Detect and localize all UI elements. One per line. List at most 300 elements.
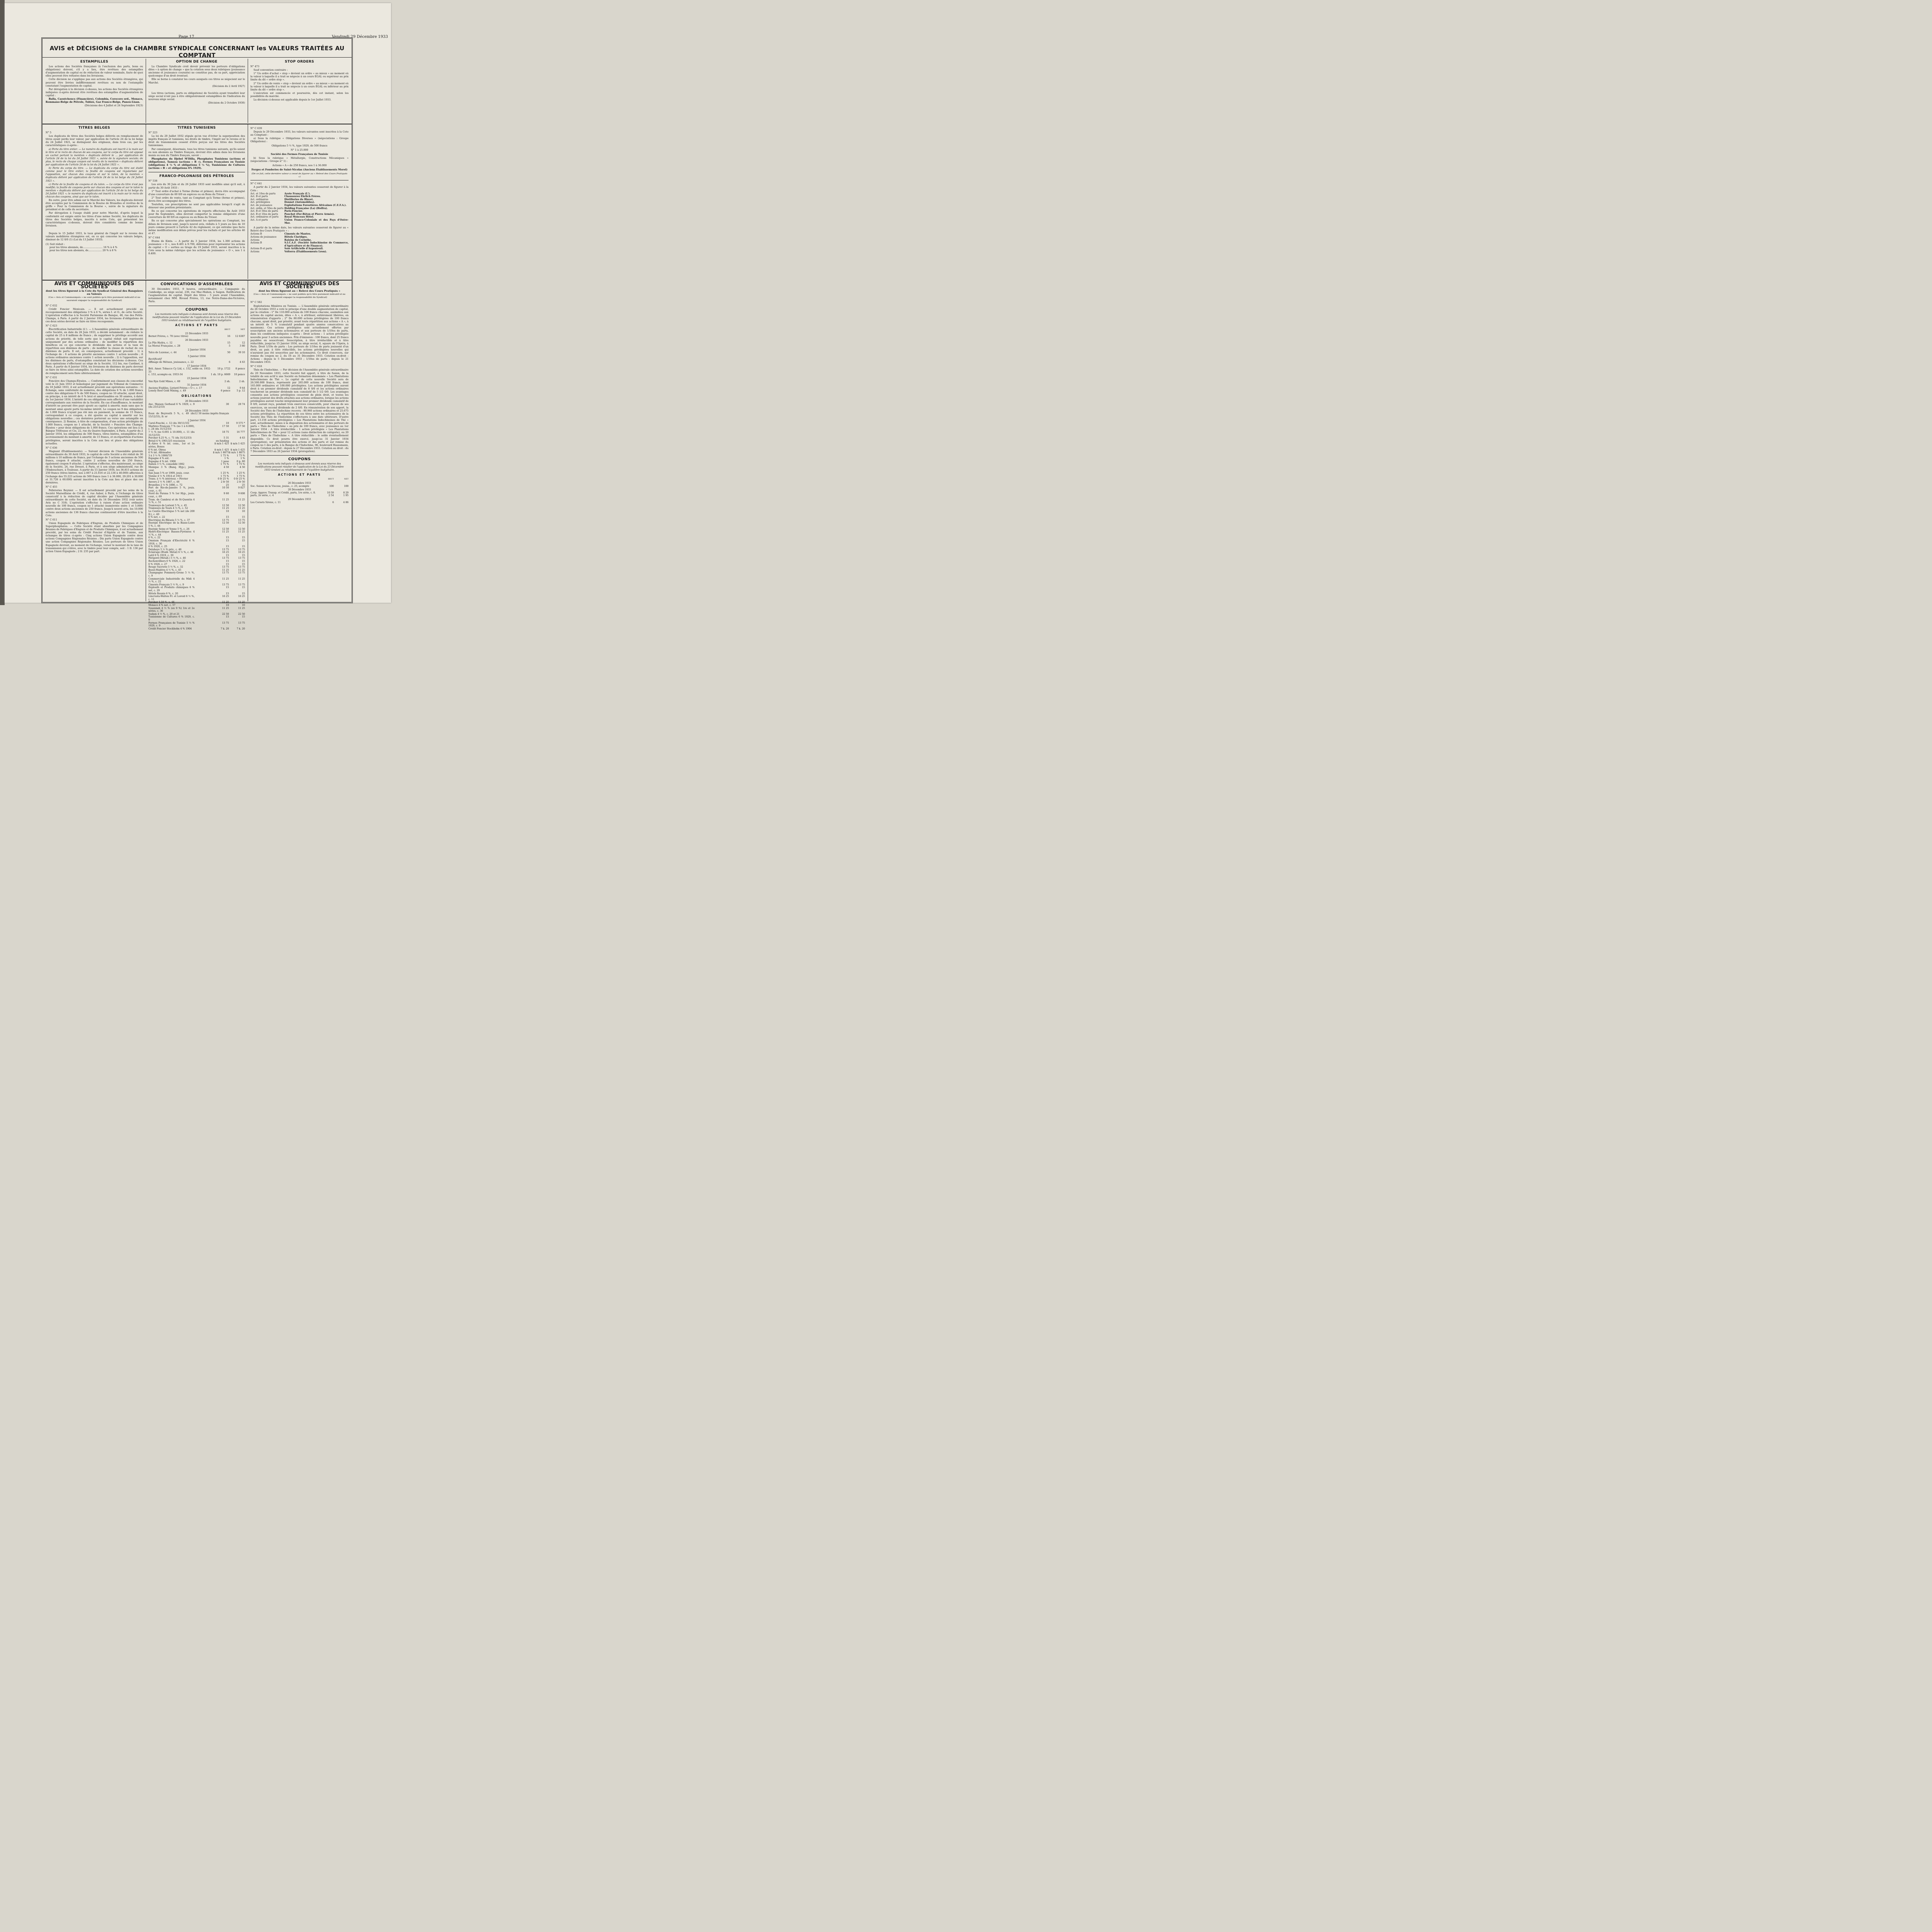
coupon-brut: 6	[332, 501, 334, 504]
date-row	[148, 399, 245, 403]
coupons-table	[250, 478, 349, 504]
coupon-brut: 10 59	[327, 491, 334, 494]
security-line: N° 1 à 25.000	[291, 148, 308, 151]
paragraph: Cette décision ne s'applique pas aux actions des Sociétés étrangères, qui peuvent être livrées indifféremment revêtues ou non de l'estampille constatant l'augmentation de capital.	[46, 78, 143, 87]
coupon-brut: 15	[226, 616, 229, 619]
coupon-name: Italien 3 ½ %, consolidé 1902	[148, 463, 185, 466]
coupon-name: Lincrusta-Walton Fr. et Loreid 6 ½ %, c. 11	[148, 595, 195, 601]
avis-right-note: (Ces « Avis et Communiqués » ne sont publiés qu'à titre purement indicatif et ne sauraient engager la responsabilité du Syndicat)	[253, 293, 345, 299]
paragraph: Toutefois, ces prescriptions ne sont pas applicables lorsqu'il s'agit de dénouer une position préexistante.	[148, 202, 245, 209]
coupon-net: 1 25 %	[236, 472, 245, 475]
footnote: (1) Soit réduit :	[46, 243, 65, 246]
convocations-title: CONVOCATIONS D'ASSEMBLÉES	[160, 282, 233, 286]
coupon-net: 1 75 %	[236, 474, 245, 478]
column-header-brut: BRUT	[224, 328, 230, 331]
notice-body: Union Espagnole de Fabriques d'Engrais, de Produits Chimiques et de Superphosphates. — Cette Société étant absorbée par les Compagnies Réunies de Fabriques d'Engrais et de Produits Chimiques, il est actuellement procédé, par les soins du Crédit Foncier d'Algérie et de Tunisie, aux échanges de titres ci-après : Cinq actions Union Espagnole contre deux actions Compagnies Régionales Réunies ; Dix parts Union Espagnole contre une action Compagnies Régionales Réunies. Les porteurs de titres Union Espagnole devront, au moment de l'échange, verser le montant de la taxe de transmission qui s'élève, avec le timbre pour leur compte, soit : 1 fr. 136 par action Union Espagnole ; 2 fr. 235 par part.	[46, 521, 143, 553]
coupon-net: $ m/n 1 425	[230, 448, 245, 451]
coupon-net: 11 25	[238, 531, 245, 534]
coupon-name: La Morue Française, c. 28	[148, 345, 180, 347]
coupon-brut: 11 25	[222, 601, 229, 604]
coupon-name: Lonely Reef Gold Mining, c. 49	[148, 389, 186, 393]
security-type: Act. ordin. et 50es de parts	[250, 207, 284, 210]
coupon-row	[148, 486, 245, 492]
coupon-net: 25	[242, 483, 245, 486]
coupon-net: 1 75 %	[236, 463, 245, 466]
coupon-name: Anc. Maison Gerbaud 6 % 1929, c. 9 (du 25/12/33)	[148, 403, 195, 409]
coupon-brut: $ m/n 1 425	[214, 442, 229, 446]
coupon-net: $ m/n 1 8875	[229, 451, 245, 454]
paragraph: 2° Tout ordre de vente, tant au Comptant qu'à Terme (ferme et primes), devra être accompagné des titres.	[148, 196, 245, 202]
coupon-name: Sudam 4 ½ %, c. 20 et 21	[148, 612, 180, 616]
coupon-brut: 15	[226, 516, 229, 519]
coupon-net: 4 86	[343, 501, 349, 504]
coupons-right-title: COUPONS	[288, 457, 311, 461]
coupon-name: Coop. Approv. Transp. et Crédit, parts, 1re série, c. 8.	[250, 491, 316, 494]
coupon-row	[148, 449, 245, 452]
notice-body: Foncière des Champs-Élysées. — Conformément aux clauses du concordat voté le 21 Juin 1933 et homologué par jugement du Tribunal de Commerce du 18 Juillet 1933, il est actuellement procédé aux opérations suivantes : 1) Échange, sans conformité de numéros, des obligations 6 % de 1.000 francs contre des obligations 6 % de 500 francs, coupon no 10 attaché, ayant droit, en principe, à un intérêt de 6 % brut et amortissables en 30 années, à dater du 1er Janvier 1934. L'intérêt de ces obligations sera affecté d'une variabilité correspondante aux rentrées de la Société. En cas d'insuffisance, le montant d'intérêt ne pouvant être payé ajouté au capital à amortir, mais sans que le montant ainsi ajouté porte lui-même intérêt. Le coupon no 9 des obligations de 1.000 francs n'ayant pas été mis en paiement, la somme de 15 francs, correspondant à ce coupon, a été ajoutée au capital à amortir sur les obligations nouvelles ; ces dernières porteront au verso une estampille en conséquence. 2) Remise, à titre de compensation, d'une action privilégiée de 1.000 francs, coupon no 1 attaché, de la Société « Foncière des Champs-Élysées » pour deux obligations de 1.000 francs. Ces opérations ont lieu à la Banque Tréfousse et Cie, 22, rue du Quatre-Septembre, à Paris. A partir du 2 Janvier 1934, les obligations de 500 francs, titres bistres, estampillées d'un accroissement du montant à amortir, de 15 francs, et ex-répartition d'actions privilégiées, seront inscrites à la Cote aux lieu et place des obligations actuelles.	[46, 379, 143, 445]
coupon-name: La Pile Hydra, c. 12	[148, 342, 173, 345]
company-name: Ciments de Mantes.	[284, 233, 311, 236]
coupon-brut: 5 31	[223, 437, 229, 440]
coupon-row	[148, 478, 245, 481]
coupon-row	[148, 358, 245, 361]
coupon-net: 15	[242, 539, 245, 542]
coupon-row	[250, 492, 349, 495]
coupon-net: 10	[242, 604, 245, 607]
coupon-row	[148, 601, 245, 604]
coupon-name: Tram. de Cambrai et de St-Quentin 4 ½ %, c. 51	[148, 498, 195, 504]
coupon-brut: 2 fr 50	[221, 481, 229, 484]
page-date: Vendredi 29 Décembre 1933	[332, 35, 388, 39]
coupon-net: 100	[344, 485, 349, 488]
security-type: Act. B et parts	[250, 195, 268, 198]
table-row	[250, 198, 349, 201]
company-name: Exploitations Forestières Africaines (C.E.F.A.).	[284, 204, 347, 207]
coupon-brut: 10	[226, 510, 229, 513]
reference-number: N° C 632	[46, 304, 57, 307]
paragraph: Par conséquent, désormais, tous les titres tunisiens suivants, qu'ils soient ou non abonnés au Timbre français, devront être admis dans les livraisons munis ou non du Timbre français, savoir :	[148, 147, 245, 157]
coupon-net: 22 50	[238, 612, 245, 616]
coupon-net: 13 75	[238, 548, 245, 551]
coupon-name: Monaco 4 % net, c. 57	[148, 604, 175, 607]
coupon-net: 11 25	[238, 601, 245, 604]
coupon-net: 11 25	[238, 607, 245, 610]
coupon-row	[148, 342, 245, 345]
coupon-net: 28 74	[238, 403, 245, 406]
security-type: Act. de jouissance	[250, 204, 272, 207]
coupon-brut: 11 25	[222, 607, 229, 610]
table-header-row	[250, 478, 349, 481]
coupon-brut: 1 peso	[221, 460, 229, 463]
coupon-net: 15	[242, 563, 245, 566]
coupon-name: Omnium Français d'Electricité 6 % 1918, c. 36	[148, 539, 195, 545]
coupon-brut: 11 25	[222, 531, 229, 534]
coupon-row	[148, 516, 245, 519]
paragraph: c) Perte de la feuille de coupons et du talon. — Le corps du titre n'est pas modifié; la feuille de coupons porte sur chacun des coupons et sur le talon la mention « duplicata délivré par application de l'article 24 de la loi belge du 24 Juillet 1921 »; le numéro du duplicata est inscrit à la main sur le recto de chacun des coupons, ainsi que sur le talon.	[46, 182, 143, 198]
coupon-net: 15	[242, 616, 245, 619]
table-row	[250, 233, 349, 236]
coupon-brut: 10	[226, 422, 229, 425]
coupon-row	[148, 457, 245, 460]
coupon-name: Marbres Français 7 % (no 1 à 6.000), c. 24 (du 31/12/33)	[148, 425, 195, 431]
coupon-row	[148, 335, 245, 338]
paragraph: 30 Décembre 1933, 9 heures, extraordinaire. — Compagnie du Cambodge, au siège social, 236, rue Mac-Mahon, à Saigon. Ratification de l'augmentation de capital. Dépôt des titres : 5 jours avant l'Assemblée, notamment chez MM. Rivaud Frères, 13, rue Notre-Dame-des-Victoires, Paris.	[148, 287, 245, 303]
coupon-brut: 1 75 %	[220, 463, 229, 466]
coupon-row	[148, 522, 245, 527]
coupon-row	[250, 494, 349, 497]
coupon-name: Champagne Pommery-Greno 5 ½ %, c. 9	[148, 571, 195, 578]
coupon-name: 6 % 1920, c. 25	[148, 545, 167, 548]
coupon-brut: 2 54	[328, 494, 334, 497]
coupon-row	[148, 463, 245, 466]
paragraph: Balla, Caoutchoucs (Financière), Colombia, Corocoro ord., Monaco, Rommano-Belge de Pétrole, Tubize, Gaz Franco-Belge, Panou-Lisan.	[46, 97, 143, 104]
stop-orders-section	[250, 60, 349, 121]
coupon-net: 11 25	[238, 498, 245, 501]
reference-number: N° C 618	[250, 365, 262, 368]
coupon-brut: 12 50	[222, 527, 229, 531]
option-title: OPTION DE CHANGE	[176, 60, 218, 64]
table-row	[250, 195, 349, 198]
coupon-row	[148, 560, 245, 563]
coupon-row	[148, 507, 245, 510]
header-spacer	[148, 328, 211, 332]
coupon-row	[148, 604, 245, 607]
reference-number: N° C 582	[250, 301, 262, 304]
paragraph: La loi du 20 Juillet 1932 stipule qu'en vue d'éviter la superposition des impôts français et tunisiens, les droits de timbre, l'impôt sur le revenu et le droit de transmission cessent d'être perçus sur les titres des Sociétés tunisiennes.	[148, 134, 245, 147]
coupon-name: Les Corsets Sirene, c. 11	[250, 501, 281, 504]
coupon-net: 9 575 *	[236, 422, 245, 425]
reference-number: N° C 623	[46, 324, 57, 328]
date-row	[250, 488, 349, 492]
coupon-name: Explosifs et Produits chimiques 6 % net, c. 29	[148, 586, 195, 592]
coupon-row	[148, 492, 245, 498]
footnote-line: pour les titres abonnés, de......................... 16 % à 4 %	[49, 246, 117, 249]
coupon-date: 31 Janvier 1934	[187, 384, 206, 387]
coupon-brut: 10 p. 1722	[217, 367, 230, 371]
coupon-row	[148, 472, 245, 475]
coupon-row	[148, 628, 245, 631]
coupon-name: Bernot Frères, c. 78 (avec titres)	[148, 335, 189, 338]
coupon-row	[148, 622, 245, 628]
reference-number: N° 223	[148, 131, 158, 134]
table-row	[250, 204, 349, 207]
coupon-name: San Juan 5 % or 1909, jouis. cour.	[148, 472, 190, 475]
coupon-name: Porcher 4,50 %, c. 46	[148, 601, 175, 604]
date-row	[148, 332, 245, 335]
coupon-brut: 12 50	[222, 504, 229, 507]
coupon-brut: en funding	[216, 439, 229, 442]
coupon-brut: 100	[329, 485, 334, 488]
coupon-name: Susannah 4 ½ % (ex 9 %) 1re et 2e séries, c. 36	[148, 607, 195, 613]
company-name: Distilleries du Blavet.	[284, 198, 314, 201]
coupon-row	[148, 412, 245, 418]
coupon-name: Vienne 4 ½ % 1914 et 1915	[148, 474, 182, 478]
security-type: Actions B	[250, 242, 262, 245]
coupon-name: 6 % net, c. 22	[148, 516, 165, 519]
coupon-row	[148, 578, 245, 583]
paragraph: a) Perte du titre entier. — Le numéro du duplicata est inscrit à la main sur le titre et le recto de chacun de ses coupons, sur le corps du titre est apposé un cachet portant la mention « duplicata délivré le ... par application de l'article 24 de la loi du 24 Juillet 1921 », suivie de la signature sociale; de plus, le recto de chaque coupon est revêtu de la mention « duplicata délivré par application de l'article 24 de la loi du 24 Juillet 1921 ».	[46, 147, 143, 167]
paragraph: A partir du 2 Janvier 1934, les valeurs suivantes cesseront de figurer à la Cote :	[250, 185, 349, 192]
titres-belges-title: TITRES BELGES	[78, 126, 111, 130]
security-type: Act. ordinaires et parts	[250, 216, 279, 219]
decision-date: (Décision du 2 Avril 1927)	[212, 84, 245, 88]
coupon-brut: $ m/n 1 8875	[213, 451, 229, 454]
table-row	[250, 242, 349, 247]
coupon-date: 2 Janvier 1934	[188, 348, 206, 351]
coupon-date: 28 Décembre 1933	[288, 488, 311, 492]
titres-tunisiens-title: TITRES TUNISIENS	[177, 126, 216, 130]
company-name: Raisins de Corinthe.	[284, 238, 312, 242]
coupon-row	[148, 595, 245, 601]
security-type: Act. A et parts	[250, 218, 268, 221]
coupon-row	[148, 583, 245, 587]
coupon-net	[229, 440, 245, 443]
coupon-row	[148, 403, 245, 409]
paragraph: Les titres (actions, parts ou obligations) de Sociétés ayant transféré leur siège social n'ont pas à être obligatoirement estampillées de l'indication du nouveau siège social.	[148, 91, 245, 101]
company-name: Volterra (Établissements Léon).	[284, 250, 327, 253]
coupon-date: 28 Décembre 1933	[185, 409, 208, 412]
paragraph: L'exécution est commencée et poursuivie, dès cet instant, selon les possibilités du marché.	[250, 91, 349, 98]
coupon-name: Tramways de Tours 4 ½ %, c. 52	[148, 507, 188, 510]
coupon-net: 12 50	[238, 522, 245, 525]
company-name: Holding Française (La) (Holfra).	[284, 207, 328, 210]
coupon-name: Le Centre Electrique 5 % net (de 200 fr.), c. 40	[148, 510, 195, 516]
coupon-brut: 16	[227, 335, 230, 338]
coupon-brut: 6	[229, 361, 230, 364]
security-line: Obligations 5 ½ %, type 1929, de 500 francs	[271, 144, 328, 148]
coupon-row	[250, 501, 349, 504]
coupon-row	[148, 437, 245, 440]
coupon-row	[148, 551, 245, 554]
coupon-row	[148, 592, 245, 595]
coupon-name: 6 %, c. 22	[148, 536, 160, 539]
paragraph: 1° Un ordre d'achat « stop » devient un ordre « au mieux » au moment où la valeur à laquelle il a trait se négocie à un cours ÉGAL ou supérieur au prix limite du dit « ordre stop ».	[250, 72, 349, 82]
coupon-brut: 17 50	[222, 425, 229, 428]
coupon-name: Commerciale Industrielle du Midi 4 ½ %, c. 22	[148, 577, 195, 583]
coupon-net: 10	[242, 510, 245, 513]
paragraph: a) Sous la rubrique « Obligations Diverses » (négociations : Groupe Obligations) :	[250, 137, 349, 143]
coupon-name: Eaux de Beyrouth 5 %, c. 49 (du 15/12/33), fr. or	[148, 412, 195, 418]
coupon-date: 23 Décembre 1933	[185, 332, 208, 335]
coupon-brut: 15	[226, 539, 229, 542]
date-row	[148, 383, 245, 387]
avis-left-subtitle: dont les titres figurent à la Cote du Syndicat Général des Banquiers en Valeurs	[46, 289, 143, 296]
company-name: Paris-Foncier.	[284, 210, 303, 213]
coupon-row	[148, 387, 245, 390]
coupon-net: 0 p. 80	[236, 460, 245, 463]
book-binding	[0, 0, 5, 605]
reference-number: N° 473	[250, 65, 260, 68]
coupon-net: 5 p. 12	[236, 389, 245, 393]
avis-list	[250, 301, 349, 453]
avis-right-section	[250, 282, 349, 600]
coupon-row	[148, 422, 245, 425]
table-row	[250, 201, 349, 204]
paragraph: 2° Un ordre de vente « stop » devient un ordre « au mieux » au moment où la valeur à laquelle il a trait se négocie à un cours ÉGAL ou inférieur au prix limite du dit « ordre stop ».	[250, 82, 349, 91]
company-name: Union Franco-Coloniale et des Pays d'Outre-Mer.	[284, 218, 349, 224]
coupon-brut: 10 50	[222, 486, 229, 490]
security-type: Act. privilégiées	[250, 201, 270, 204]
coupon-net: 8 pence	[235, 367, 245, 371]
coupon-net: 13 75	[238, 571, 245, 575]
section-heading: OBLIGATIONS	[181, 394, 212, 398]
column-header-net: NET	[344, 478, 349, 481]
coupon-name: Trans. à ½ % intérieur, « Février	[148, 478, 188, 481]
coupon-row	[250, 485, 349, 488]
coupon-name: Espagne 4 % int. 1908	[148, 460, 176, 463]
header-spacer	[250, 478, 319, 481]
coupon-net: 2 fr 50	[237, 481, 245, 484]
coupon-net: 2 sh.	[239, 380, 245, 383]
coupon-net: 13 75	[238, 519, 245, 522]
date-row	[250, 497, 349, 501]
coupon-row	[148, 345, 245, 348]
coupon-brut: 13 75	[222, 571, 229, 575]
coupon-row	[148, 389, 245, 393]
paragraph: Elle se borne à constater les cours auxquels ces titres se négocient sur le Marché.	[148, 78, 245, 84]
table-row	[250, 207, 349, 210]
coupon-name: Delahaye 5 ½ % priv., c. 46	[148, 548, 182, 551]
stop-orders-title: STOP ORDERS	[284, 60, 314, 64]
coupon-brut: 30	[226, 403, 229, 406]
coupon-net: 13 75	[238, 621, 245, 624]
coupon-row	[148, 510, 245, 516]
coupon-brut: 11 25	[222, 507, 229, 510]
coupon-net: 11 25	[238, 568, 245, 571]
coupon-name: 7 ½ % (no 6.001 à 10.000), c. 11 (du 31/12/33)	[148, 430, 195, 437]
reference-number: N° C 639	[250, 127, 262, 130]
coupon-brut: 15	[227, 342, 230, 345]
avis-right-title: AVIS ET COMMUNIQUÉS DES SOCIÉTÉS	[259, 281, 340, 290]
coupon-brut: 15	[226, 545, 229, 548]
paragraph: b) Perte du corps du titre. — Le duplicata du corps du titre est établi comme pour le titre entier; la feuille de coupons est régularisée par l'apposition, sur chacun des coupons et sur le talon, de la mention « duplicata délivré par application de l'article 24 de la loi belge du 24 Juillet 1921 ».	[46, 167, 143, 182]
coupon-row	[148, 442, 245, 448]
coupon-name: Port de Rio-de-Janeiro 5 %, jouis. cour., c. 61	[148, 486, 195, 492]
paragraph: La Chambre Syndicale croit devoir prévenir les porteurs d'obligations dites « à option de change » que la cotation sous deux rubriques (jouissance ancienne et jouissance courante) ne constitue pas, de sa part, appréciation quelconque d'un droit éventuel.	[148, 65, 245, 78]
coupon-name: Energie Seine et Yonne 5 %, c. 26	[148, 527, 190, 531]
coupon-brut: 13 75	[222, 557, 229, 560]
paragraph: En ce qui concerne les opérations de reports effectuées fin Août 1933 pour fin Septembre, elles devront comporter la remise obligatoire d'une couverture de 60 0/0 en espèces ou en Bons du Trésor.	[148, 209, 245, 219]
date-row	[148, 409, 245, 413]
coupon-name: Van Ryn Gold Mines, c. 60	[148, 380, 180, 383]
coupon-name: Hôtels Reunis 6 %, c. 20	[148, 592, 178, 595]
security-type: Actions	[250, 238, 260, 242]
coupon-net: 15	[242, 586, 245, 589]
coupon-row	[148, 451, 245, 454]
notice-body: Pelleteries Reynier. — Il est actuellement procédé par les soins de la Société Marseillaise de Crédit, 4, rue Auber, à Paris, à l'échange de titres consécutif à la réduction de capital décidée par l'Assemblée générale extraordinaire de cette Société, en date du 14 Décembre 1932 (voir notre Avis no C 318). L'opération s'effectue à raison d'une action ordinaire nouvelle de 100 francs, coupon no 1 attaché (numérotée entre 1 et 5.000) contre deux actions anciennes de 250 francs. Jusqu'à nouvel avis, les 10.000 actions anciennes de 136 francs chacune continueront d'être inscrites à la Cote.	[46, 488, 143, 517]
coupon-date: 26 Décembre 1933	[185, 338, 208, 342]
coupon-row	[148, 586, 245, 592]
security-type: Actions B	[250, 233, 262, 236]
coupon-date: 17 Janvier 1934	[187, 364, 206, 367]
coupon-brut: 10	[226, 604, 229, 607]
avis-left-note: (Ces « Avis et Communiqués » ne sont publiés qu'à titre purement indicatif et ne sauraient engager la responsabilité du Syndicat)	[48, 296, 140, 302]
company-name: Forges et Fonderies de Saint-Nicolas (Anciens Établissements Morel)	[251, 168, 348, 172]
coupon-date: 5 Janvier 1934	[188, 355, 206, 358]
coupon-row	[148, 498, 245, 504]
notice-body: Exploitations Minières en Tunisie. — L'Assemblée générale extraordinaire du 26 Octobre 1933 a voté le principe d'une double augmentation de capital, par la création : 1° De 110.000 actions de 100 francs chacune, assimilées aux actions du capital ancien, dites « A », à attribuer, entièrement libérées, en rémunération d'apports ; 2° De 80.000 actions privilégiées de 100 francs chacune, ayant droit, par priorité, avant toute répartition aux actions « A », à un intérêt de 5 % (cumulatif pendant quatre années consécutives au maximum). Ces actions privilégiées sont actuellement offertes par souscription aux anciens actionnaires et aux porteurs de 1/10es de parts, dans les conditions indiquées ci-après : Droit actions : 1 action privilégiée nouvelle pour 3 action anciennes. Prix d'émission : 100 francs, dont 25 francs payables en souscrivant. Souscription, à titre irréductible et à titre réductible, jusqu'au 15 Janvier 1934, au siège social, 6, square de l'Opéra, à Paris. Droit 1/10e de parts : Les porteurs de 1/10es de parts jouissent d'un droit, au pair, à titre réductible, les actions privilégiées nouvelles qui n'auraient pas été souscrites par les actionnaires. Ce droit s'exercera, sur remise du coupon no 2, du 16 au 31 Décembre 1933. Cotation ex-droit : Actions : depuis le 5 Décembre 1933 ; 1/10es de parts : depuis le 21 Décembre 1933.	[250, 304, 349, 364]
coupon-brut: 50	[227, 351, 230, 354]
coupon-name: Nord du Parana 5 % 1er Hyp., jouis. cour., c. 69	[148, 492, 195, 498]
coupon-net: 39 10	[238, 351, 245, 354]
coupon-name: Carel-Fouché, c. 12 (du 30/11/33)	[148, 422, 189, 425]
coupon-net: 9 827	[238, 486, 245, 490]
company-name: Azote Français (L').	[284, 192, 311, 195]
coupon-row	[148, 504, 245, 507]
paragraph: En ce qui concerne plus spécialement les opérations au Comptant, les délais de livraison sont, jusqu'à nouvel avis, réduits à 5 jours au lieu de 10 jours comme prescrit à l'article 42 du règlement, ce qui entraîne ipso facto même modification aux délais prévus pour les rachats et par les articles 46 et 47.	[148, 219, 245, 235]
titres-belges-section	[46, 126, 143, 278]
coupon-net: 1 95	[343, 494, 349, 497]
coupon-name: Ciments Français 5 ½ %, c. 9	[148, 583, 184, 586]
coupon-brut: 15	[226, 586, 229, 589]
coupon-brut: 15	[226, 536, 229, 539]
decision-date: (Décision du 2 Octobre 1930)	[208, 101, 245, 105]
coupon-row	[148, 528, 245, 531]
coupon-row	[148, 351, 245, 354]
coupon-name: Bruxelles 2 ½ % 1886, c. 72	[148, 483, 183, 486]
coupon-net: 4 63	[240, 437, 245, 440]
coupon-net: 9 608	[238, 492, 245, 495]
coupon-brut: 13 75	[222, 583, 229, 586]
coupon-row	[148, 613, 245, 616]
coupon-brut: 16 25	[222, 595, 229, 598]
coupon-row	[148, 475, 245, 478]
delisting-table	[250, 192, 349, 225]
coupon-brut: 1 sh. 10 p. 6669	[211, 373, 230, 376]
estampilles-section	[46, 60, 143, 121]
coupon-brut: 18 75	[222, 430, 229, 434]
coupon-net: 12 6387	[235, 335, 245, 338]
paragraph: Sauf convention contraire :	[253, 68, 288, 72]
avis-left-section	[46, 282, 143, 600]
reference-number: N° 538	[148, 179, 158, 183]
delisting-table	[250, 233, 349, 253]
decision-date: (Décisions des 4 Juillet et 24 Septembre 1923)	[84, 104, 143, 107]
estampilles-title: ESTAMPILLES	[80, 60, 109, 64]
coupon-name: Périgord (Métall.) 5 ½ %, c. 46	[148, 557, 186, 560]
coupon-row	[148, 566, 245, 569]
paragraph: Phosphates du Djebel M'Dilla, Phosphates Tunisiens (actions et obligations), Tameza (actions « B »), Fermes Françaises en Tunisie (obligations 4 ½ % et obligations 5 ½ %), Tunisienne de Cultures (actions « B » et obligations 6% 1929).	[148, 157, 245, 170]
coupon-name: Rochonvilliers 6 % 1926, c. 22	[148, 560, 185, 563]
coupon-name: Soc. Suisse de la Viscose, jouiss., c. 25, acompte	[250, 485, 310, 488]
coupon-net	[229, 412, 245, 418]
coupon-name: Espagne 4 % ext.	[148, 457, 170, 460]
coupon-net: 0 fr 25 %	[234, 478, 245, 481]
coupon-date: 23 Janvier 1934	[187, 377, 206, 380]
coupon-name: 6 % int. Obras	[148, 448, 166, 451]
paragraph: Depuis le 15 Juillet 1933, le taux général de l'impôt sur le revenu des valeurs mobilières étrangères est, en ce qui concerne les valeurs belges, diminué de 12 0/0 (1) (Loi du 13 Juillet 1933).	[46, 231, 143, 242]
coupon-name: Anvers 2 ½ % 1887, c. 46	[148, 481, 180, 484]
page-number: Page 17	[179, 35, 194, 39]
date-row	[148, 364, 245, 368]
coupon-name: Electrique du Blésois 5 ½ %, c. 37	[148, 519, 190, 522]
coupon-net: 4 63	[240, 361, 245, 364]
coupon-net: 12 50	[238, 527, 245, 531]
coupon-row	[148, 361, 245, 364]
coupon-name: Energie Electrique de la Basse-Loire 5 %, c. 44	[148, 522, 195, 527]
paragraph: En outre, pour être admis sur le Marché des Valeurs, les duplicata doivent être acceptés par la Commission de la Bourse de Bruxelles et revêtus de la griffe « Pour la Commission de la Bourse », suivie de la signature du président et de celle du secrétaire.	[46, 199, 143, 211]
paragraph: b) Sous la rubrique « Métallurgie, Constructions Mécaniques » (négociations : Groupe n° 1) :	[250, 156, 349, 163]
coupon-brut: 15	[226, 560, 229, 563]
coupon-brut: 11 25	[222, 568, 229, 571]
coupon-net: 16 25	[238, 551, 245, 554]
table-row	[250, 219, 349, 224]
coupons-note: Les montants nets indiqués ci-dessous sont donnés sous réserve des modifications pouvant résulter de l'application de la Loi du 23 Décembre 1933 tendant au rétablissement de l'équilibre budgétaire.	[255, 463, 344, 472]
coupon-name: Tramways de Lorient 5 %, c. 45	[148, 504, 187, 507]
paragraph: Les avis du 30 Juin et du 26 Juillet 1933 sont modifiés ainsi qu'il suit, à partir du 30 Août 1933 :	[148, 183, 245, 189]
coupon-row	[148, 367, 245, 373]
paragraph: Depuis le 29 Décembre 1933, les valeurs suivantes sont inscrites à la Cote au Comptant :	[250, 130, 349, 137]
